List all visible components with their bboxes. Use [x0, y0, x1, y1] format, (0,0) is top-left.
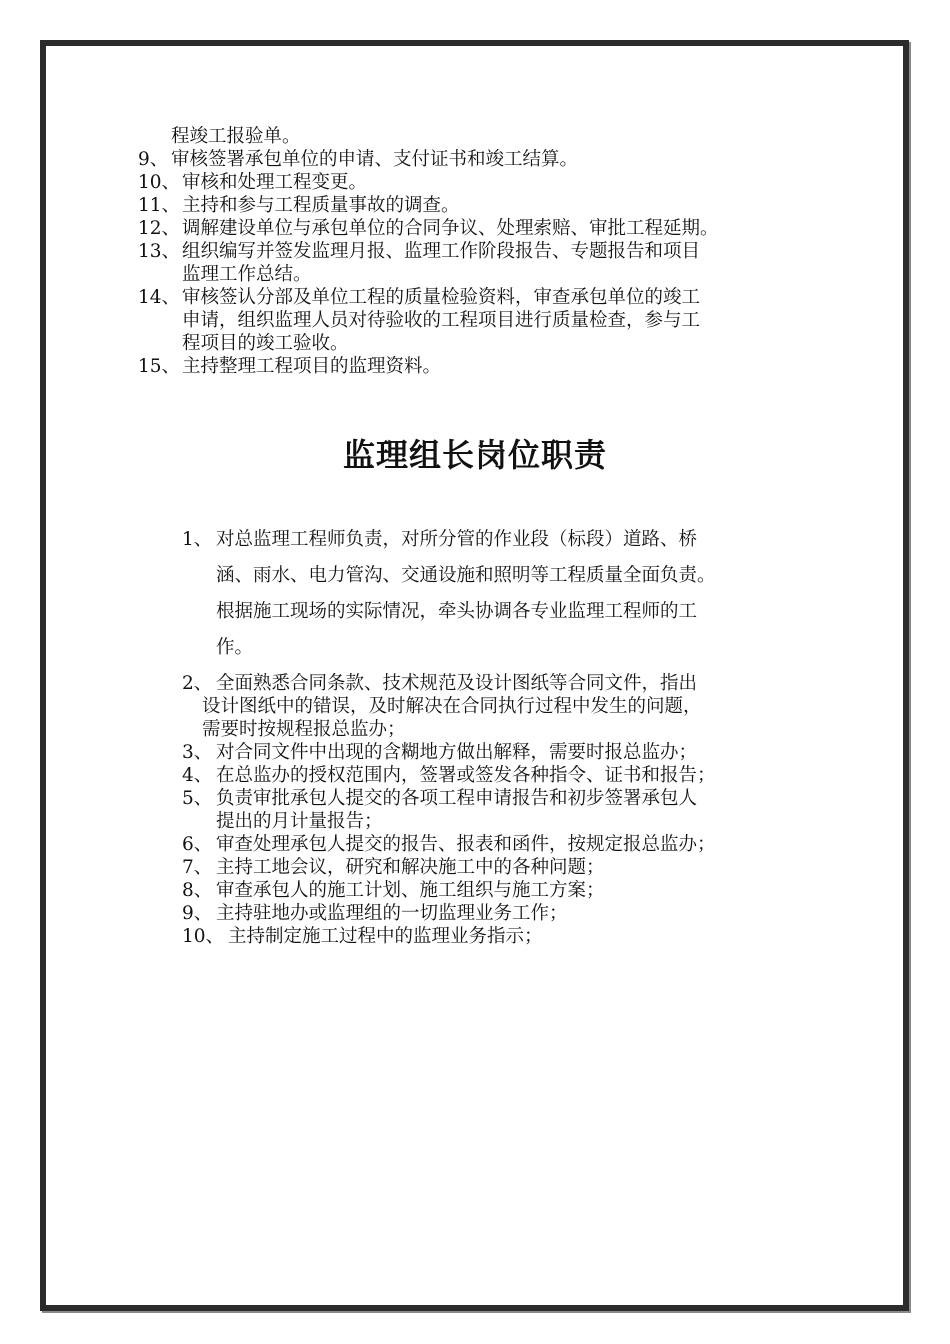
list-item: [182, 741, 862, 764]
list-item: [182, 672, 862, 741]
item-text: 对总监理工程师负责，对所分管的作业段（标段）道路、桥: [216, 529, 698, 550]
group-leader-duty-list-first: [182, 522, 862, 666]
list-item: [182, 856, 862, 879]
section-title: 监理组长岗位职责: [342, 436, 607, 474]
item-text: 主持整理工程项目的监理资料。: [182, 356, 442, 377]
item-text: 涵、雨水、电力管沟、交通设施和照明等工程质量全面负责。: [216, 565, 716, 586]
list-item: [138, 286, 838, 355]
item-number: 3、: [182, 742, 213, 763]
item-number: 6、: [182, 834, 213, 855]
item-text: 组织编写并签发监理月报、监理工作阶段报告、专题报告和项目: [182, 241, 701, 262]
list-item: [182, 522, 862, 666]
item-text: 审查承包人的施工计划、施工组织与施工方案；: [216, 880, 605, 901]
item-number: 10、: [138, 172, 181, 193]
item-text: 负责审批承包人提交的各项工程申请报告和初步签署承包人: [216, 788, 698, 809]
item-number: 2、: [182, 673, 213, 694]
item-number: 10、: [182, 926, 225, 947]
item-text: 审核和处理工程变更。: [182, 172, 368, 193]
item-text: 审查处理承包人提交的报告、报表和函件，按规定报总监办；: [216, 834, 716, 855]
list-item: [138, 148, 838, 171]
item-text: 主持工地会议，研究和解决施工中的各种问题；: [216, 857, 605, 878]
list-item: [138, 217, 838, 240]
list-item: [182, 787, 862, 833]
item-text: 全面熟悉合同条款、技术规范及设计图纸等合同文件，指出: [216, 673, 698, 694]
item-text: 主持驻地办或监理组的一切监理业务工作；: [216, 903, 568, 924]
list-item: [182, 902, 862, 925]
item-text: 审核签认分部及单位工程的质量检验资料，审查承包单位的竣工: [182, 287, 701, 308]
item-text: 设计图纸中的错误，及时解决在合同执行过程中发生的问题，: [202, 696, 702, 717]
list-item: [182, 764, 862, 787]
item-text: 程项目的竣工验收。: [182, 333, 349, 354]
item-number: 13、: [138, 241, 181, 262]
item-text: 根据施工现场的实际情况，牵头协调各专业监理工程师的工: [216, 601, 698, 622]
list-item-continuation: 程竣工报验单。: [171, 126, 301, 147]
list-item: [138, 240, 838, 286]
item-text: 申请，组织监理人员对待验收的工程项目进行质量检查，参与工: [182, 310, 701, 331]
item-number: 15、: [138, 356, 181, 377]
group-leader-duty-list: [182, 672, 862, 948]
item-text: 审核签署承包单位的申请、支付证书和竣工结算。: [171, 149, 579, 170]
item-text: 作。: [216, 637, 254, 658]
item-text: 调解建设单位与承包单位的合同争议、处理索赔、审批工程延期。: [182, 218, 719, 239]
list-item: [138, 355, 838, 378]
item-number: 9、: [182, 903, 213, 924]
list-item: [182, 833, 862, 856]
item-number: 11、: [138, 195, 181, 216]
upper-duty-list: [138, 125, 838, 378]
list-item: [138, 194, 838, 217]
item-text: 主持和参与工程质量事故的调查。: [182, 195, 460, 216]
list-item: [138, 171, 838, 194]
item-number: 4、: [182, 765, 213, 786]
list-item: [182, 879, 862, 902]
list-item: [182, 925, 862, 948]
item-number: 12、: [138, 218, 181, 239]
item-number: 9、: [138, 149, 169, 170]
item-number: 8、: [182, 880, 213, 901]
item-number: 14、: [138, 287, 181, 308]
item-text: 监理工作总结。: [182, 264, 312, 285]
item-number: 5、: [182, 788, 213, 809]
item-number: 7、: [182, 857, 213, 878]
item-text: 提出的月计量报告；: [216, 811, 383, 832]
item-text: 在总监办的授权范围内，签署或签发各种指令、证书和报告；: [216, 765, 716, 786]
item-text: 主持制定施工过程中的监理业务指示；: [228, 926, 543, 947]
item-text: 对合同文件中出现的含糊地方做出解释，需要时报总监办；: [216, 742, 698, 763]
item-number: 1、: [182, 529, 213, 550]
item-text: 需要时按规程报总监办；: [202, 719, 406, 740]
